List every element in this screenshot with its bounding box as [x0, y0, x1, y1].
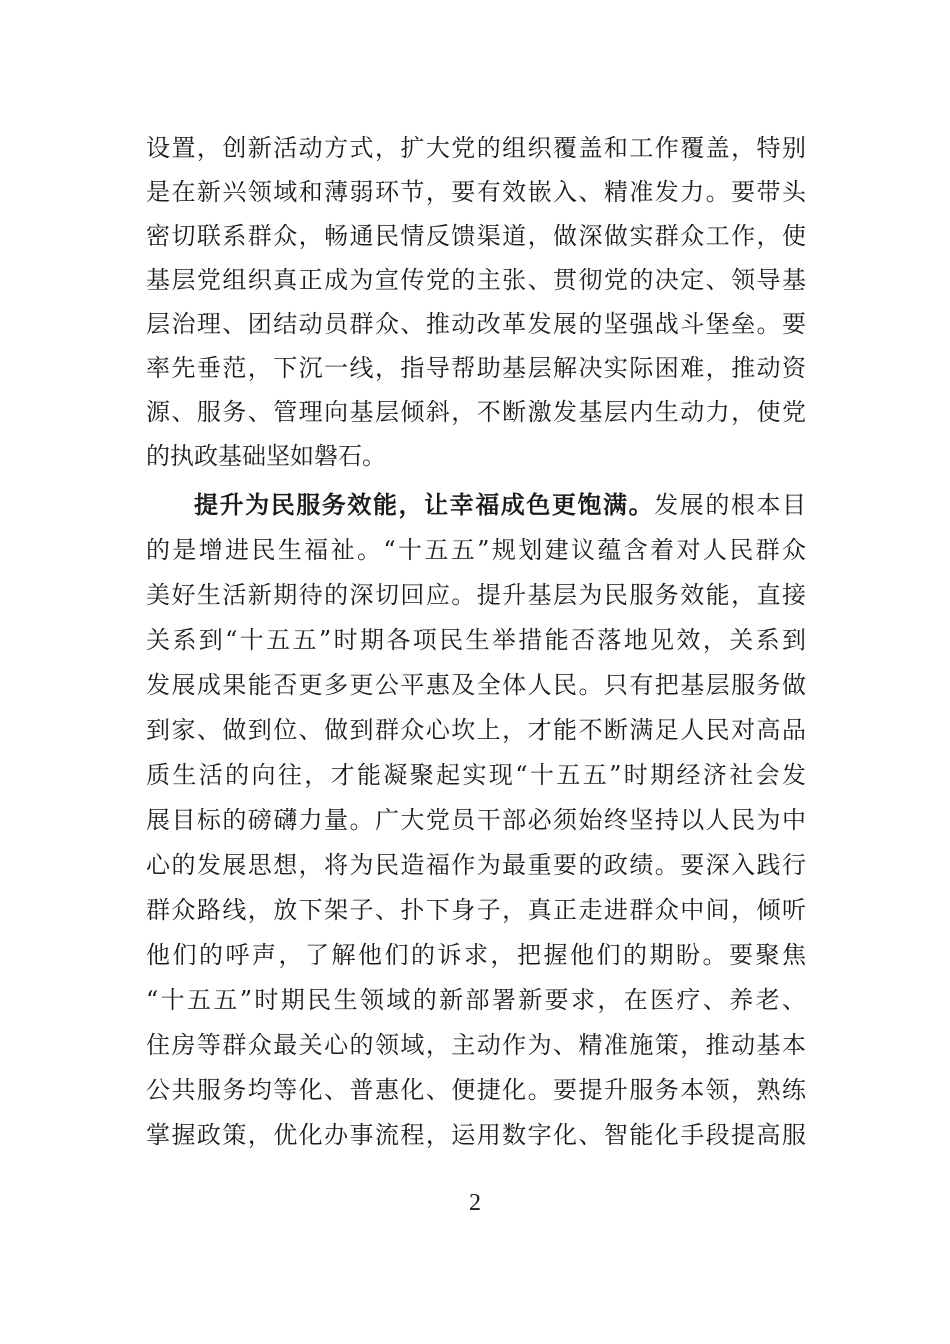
paragraph-line: 到家、做到位、做到群众心坎上，才能不断满足人民对高品: [146, 716, 806, 744]
paragraph-heading: 提升为民服务效能，让幸福成色更饱满。: [194, 491, 655, 519]
paragraph-line: 质生活的向往，才能凝聚起实现“十五五”时期经济社会发: [146, 761, 806, 789]
paragraph-line: 关系到“十五五”时期各项民生举措能否落地见效，关系到: [146, 626, 806, 654]
paragraph-line: 的是增进民生福祉。“十五五”规划建议蕴含着对人民群众: [146, 536, 806, 564]
paragraph-line: 密切联系群众，畅通民情反馈渠道，做深做实群众工作，使: [146, 222, 806, 250]
paragraph-line: 发展成果能否更多更公平惠及全体人民。只有把基层服务做: [146, 671, 806, 699]
paragraph-line: 群众路线，放下架子、扑下身子，真正走进群众中间，倾听: [146, 896, 806, 924]
paragraph-line: 住房等群众最关心的领域，主动作为、精准施策，推动基本: [146, 1031, 806, 1059]
paragraph-line: 心的发展思想，将为民造福作为最重要的政绩。要深入践行: [146, 851, 806, 879]
paragraph-line: 率先垂范，下沉一线，指导帮助基层解决实际困难，推动资: [146, 354, 806, 382]
paragraph-line: 层治理、团结动员群众、推动改革发展的坚强战斗堡垒。要: [146, 310, 806, 338]
paragraph-line: 掌握政策，优化办事流程，运用数字化、智能化手段提高服: [146, 1121, 806, 1149]
paragraph-line: 展目标的磅礴力量。广大党员干部必须始终坚持以人民为中: [146, 806, 806, 834]
paragraph-line: 设置，创新活动方式，扩大党的组织覆盖和工作覆盖，特别: [146, 134, 806, 162]
paragraph-line: 的执政基础坚如磐石。: [146, 442, 386, 470]
paragraph-line: 他们的呼声，了解他们的诉求，把握他们的期盼。要聚焦: [146, 941, 806, 969]
paragraph-line: 公共服务均等化、普惠化、便捷化。要提升服务本领，熟练: [146, 1076, 806, 1104]
paragraph-line: 是在新兴领域和薄弱环节，要有效嵌入、精准发力。要带头: [146, 178, 806, 206]
paragraph-line: “十五五”时期民生领域的新部署新要求，在医疗、养老、: [146, 986, 806, 1014]
paragraph-line: 源、服务、管理向基层倾斜，不断激发基层内生动力，使党: [146, 398, 806, 426]
paragraph-first-line-rest: 发展的根本目: [654, 491, 807, 519]
paragraph-first-line: [194, 483, 806, 527]
paragraph-line: 基层党组织真正成为宣传党的主张、贯彻党的决定、领导基: [146, 266, 806, 294]
paragraph-line: 美好生活新期待的深切回应。提升基层为民服务效能，直接: [146, 581, 806, 609]
page-number: 2: [469, 1190, 481, 1216]
